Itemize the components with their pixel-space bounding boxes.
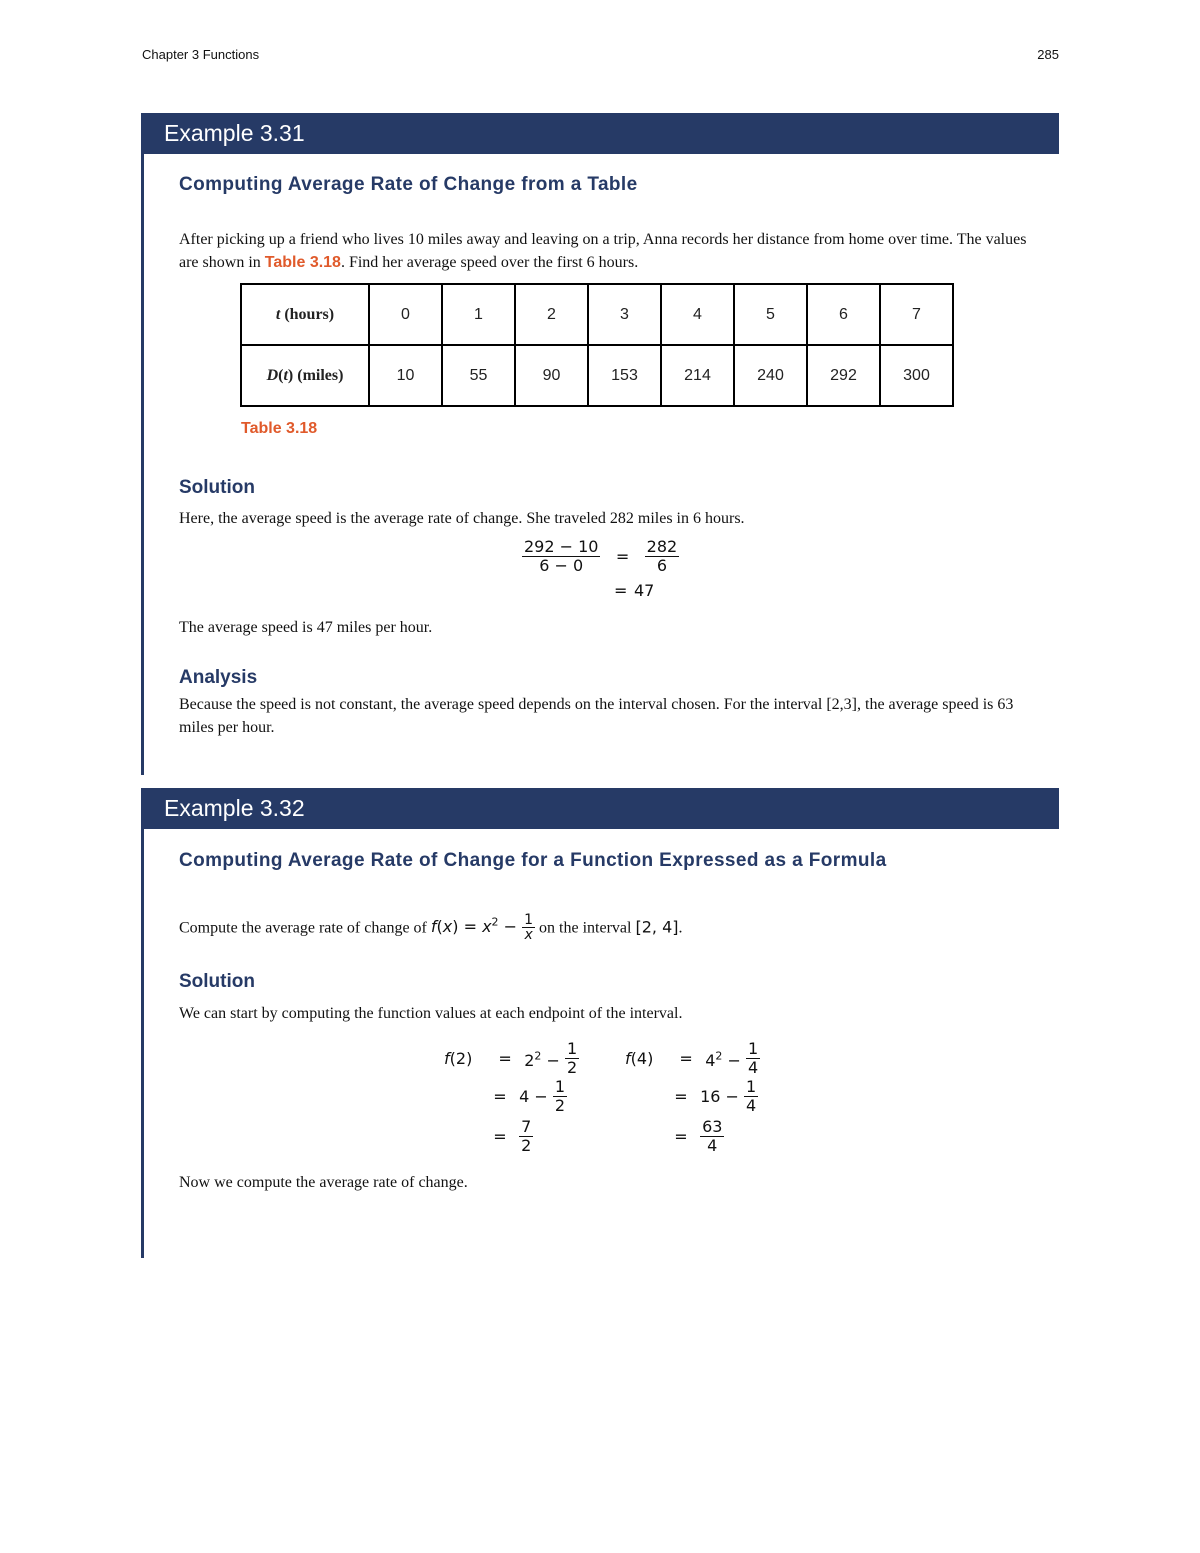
example-3-32-title: Computing Average Rate of Change for a Function Expressed as a Formula: [179, 850, 887, 871]
speed-calc-line-2: = 47: [614, 581, 655, 600]
conclusion-text: The average speed is 47 miles per hour.: [179, 619, 433, 636]
table-cell: 153: [588, 345, 661, 406]
table-cell: 55: [442, 345, 515, 406]
f4-line-1: $f(4) = 4^2$ − $\frac{1}{4}$: [625, 1039, 759, 1077]
table-cell: 214: [661, 345, 734, 406]
table-cell: 1: [442, 284, 515, 345]
table-cell: 0: [369, 284, 442, 345]
chapter-title: Chapter 3 Functions: [142, 47, 260, 62]
table-row-hours: [241, 284, 953, 345]
prompt-text-interval: on the interval: [539, 919, 636, 937]
f4-line-3: = $\frac{63}{4}$: [674, 1117, 723, 1155]
speed-calc-line-1: $\frac{292 - 10}{6 - 0}$ = $\frac{282}{6}$: [524, 537, 678, 575]
row-header-miles: D(t) (miles): [241, 345, 369, 406]
example-3-31-title: Computing Average Rate of Change from a Table: [179, 174, 638, 195]
interval: [2, 4]: [635, 917, 679, 937]
row-header-hours: t (hours): [241, 284, 369, 345]
table-cell: 300: [880, 345, 953, 406]
table-cell: 292: [807, 345, 880, 406]
table-cell: 2: [515, 284, 588, 345]
table-cell: 240: [734, 345, 807, 406]
solution-text: Here, the average speed is the average rate of change. She traveled 282 miles in 6 hours.: [179, 510, 745, 527]
f2-line-3: = $\frac{7}{2}$: [493, 1117, 532, 1155]
closing-text: Now we compute the average rate of change.: [179, 1174, 468, 1191]
example-3-32-left-rule: [141, 829, 144, 1258]
table-3-18-link[interactable]: Table 3.18: [264, 254, 341, 271]
table-cell: 4: [661, 284, 734, 345]
analysis-text: Because the speed is not constant, the average speed depends on the interval chosen. For the interval [2,3], the average speed is 63 miles per hour.: [179, 696, 1014, 736]
example-3-32-prompt: Compute the average rate of change of $f(x) = x^2$ − $\frac{1}{x}$ on the interval [2, 4].: [179, 912, 683, 944]
prompt-text: Compute the average rate of change of: [179, 919, 431, 937]
table-cell: 10: [369, 345, 442, 406]
solution-heading-2: Solution: [179, 971, 255, 992]
example-3-31-label: Example 3.31: [164, 120, 305, 146]
example-3-31-intro: [179, 228, 1029, 274]
table-cell: 6: [807, 284, 880, 345]
page-number: 285: [1037, 47, 1059, 62]
table-row-miles: [241, 345, 953, 406]
f4-line-2: = 16 − $\frac{1}{4}$: [674, 1077, 757, 1115]
fraction-difference: $\frac{292 - 10}{6 - 0}$: [524, 537, 599, 575]
example-3-32-label: Example 3.32: [164, 795, 305, 821]
distance-time-table: [240, 283, 954, 407]
intro-text-end: . Find her average speed over the first 6 hours.: [340, 254, 639, 271]
table-cell: 7: [880, 284, 953, 345]
table-cell: 5: [734, 284, 807, 345]
f2-line-1: $f(2) = 2^2$ − $\frac{1}{2}$: [444, 1039, 578, 1077]
table-caption: Table 3.18: [241, 420, 318, 437]
analysis-heading: Analysis: [179, 667, 258, 688]
solution-heading: Solution: [179, 477, 255, 498]
solution-text-2: We can start by computing the function values at each endpoint of the interval.: [179, 1005, 683, 1022]
table-cell: 3: [588, 284, 661, 345]
function-formula: $f(x) = x^2$ − $\frac{1}{x}$: [430, 912, 534, 944]
fraction-result: $\frac{282}{6}$: [646, 537, 678, 575]
f2-line-2: = 4 − $\frac{1}{2}$: [493, 1077, 566, 1115]
table-cell: 90: [515, 345, 588, 406]
intro-text-start: After picking up a friend who lives 10 miles away and leaving on a trip, Anna records her distance from home over time. The values are shown in: [179, 231, 1027, 271]
example-3-31-left-rule: [141, 154, 144, 775]
